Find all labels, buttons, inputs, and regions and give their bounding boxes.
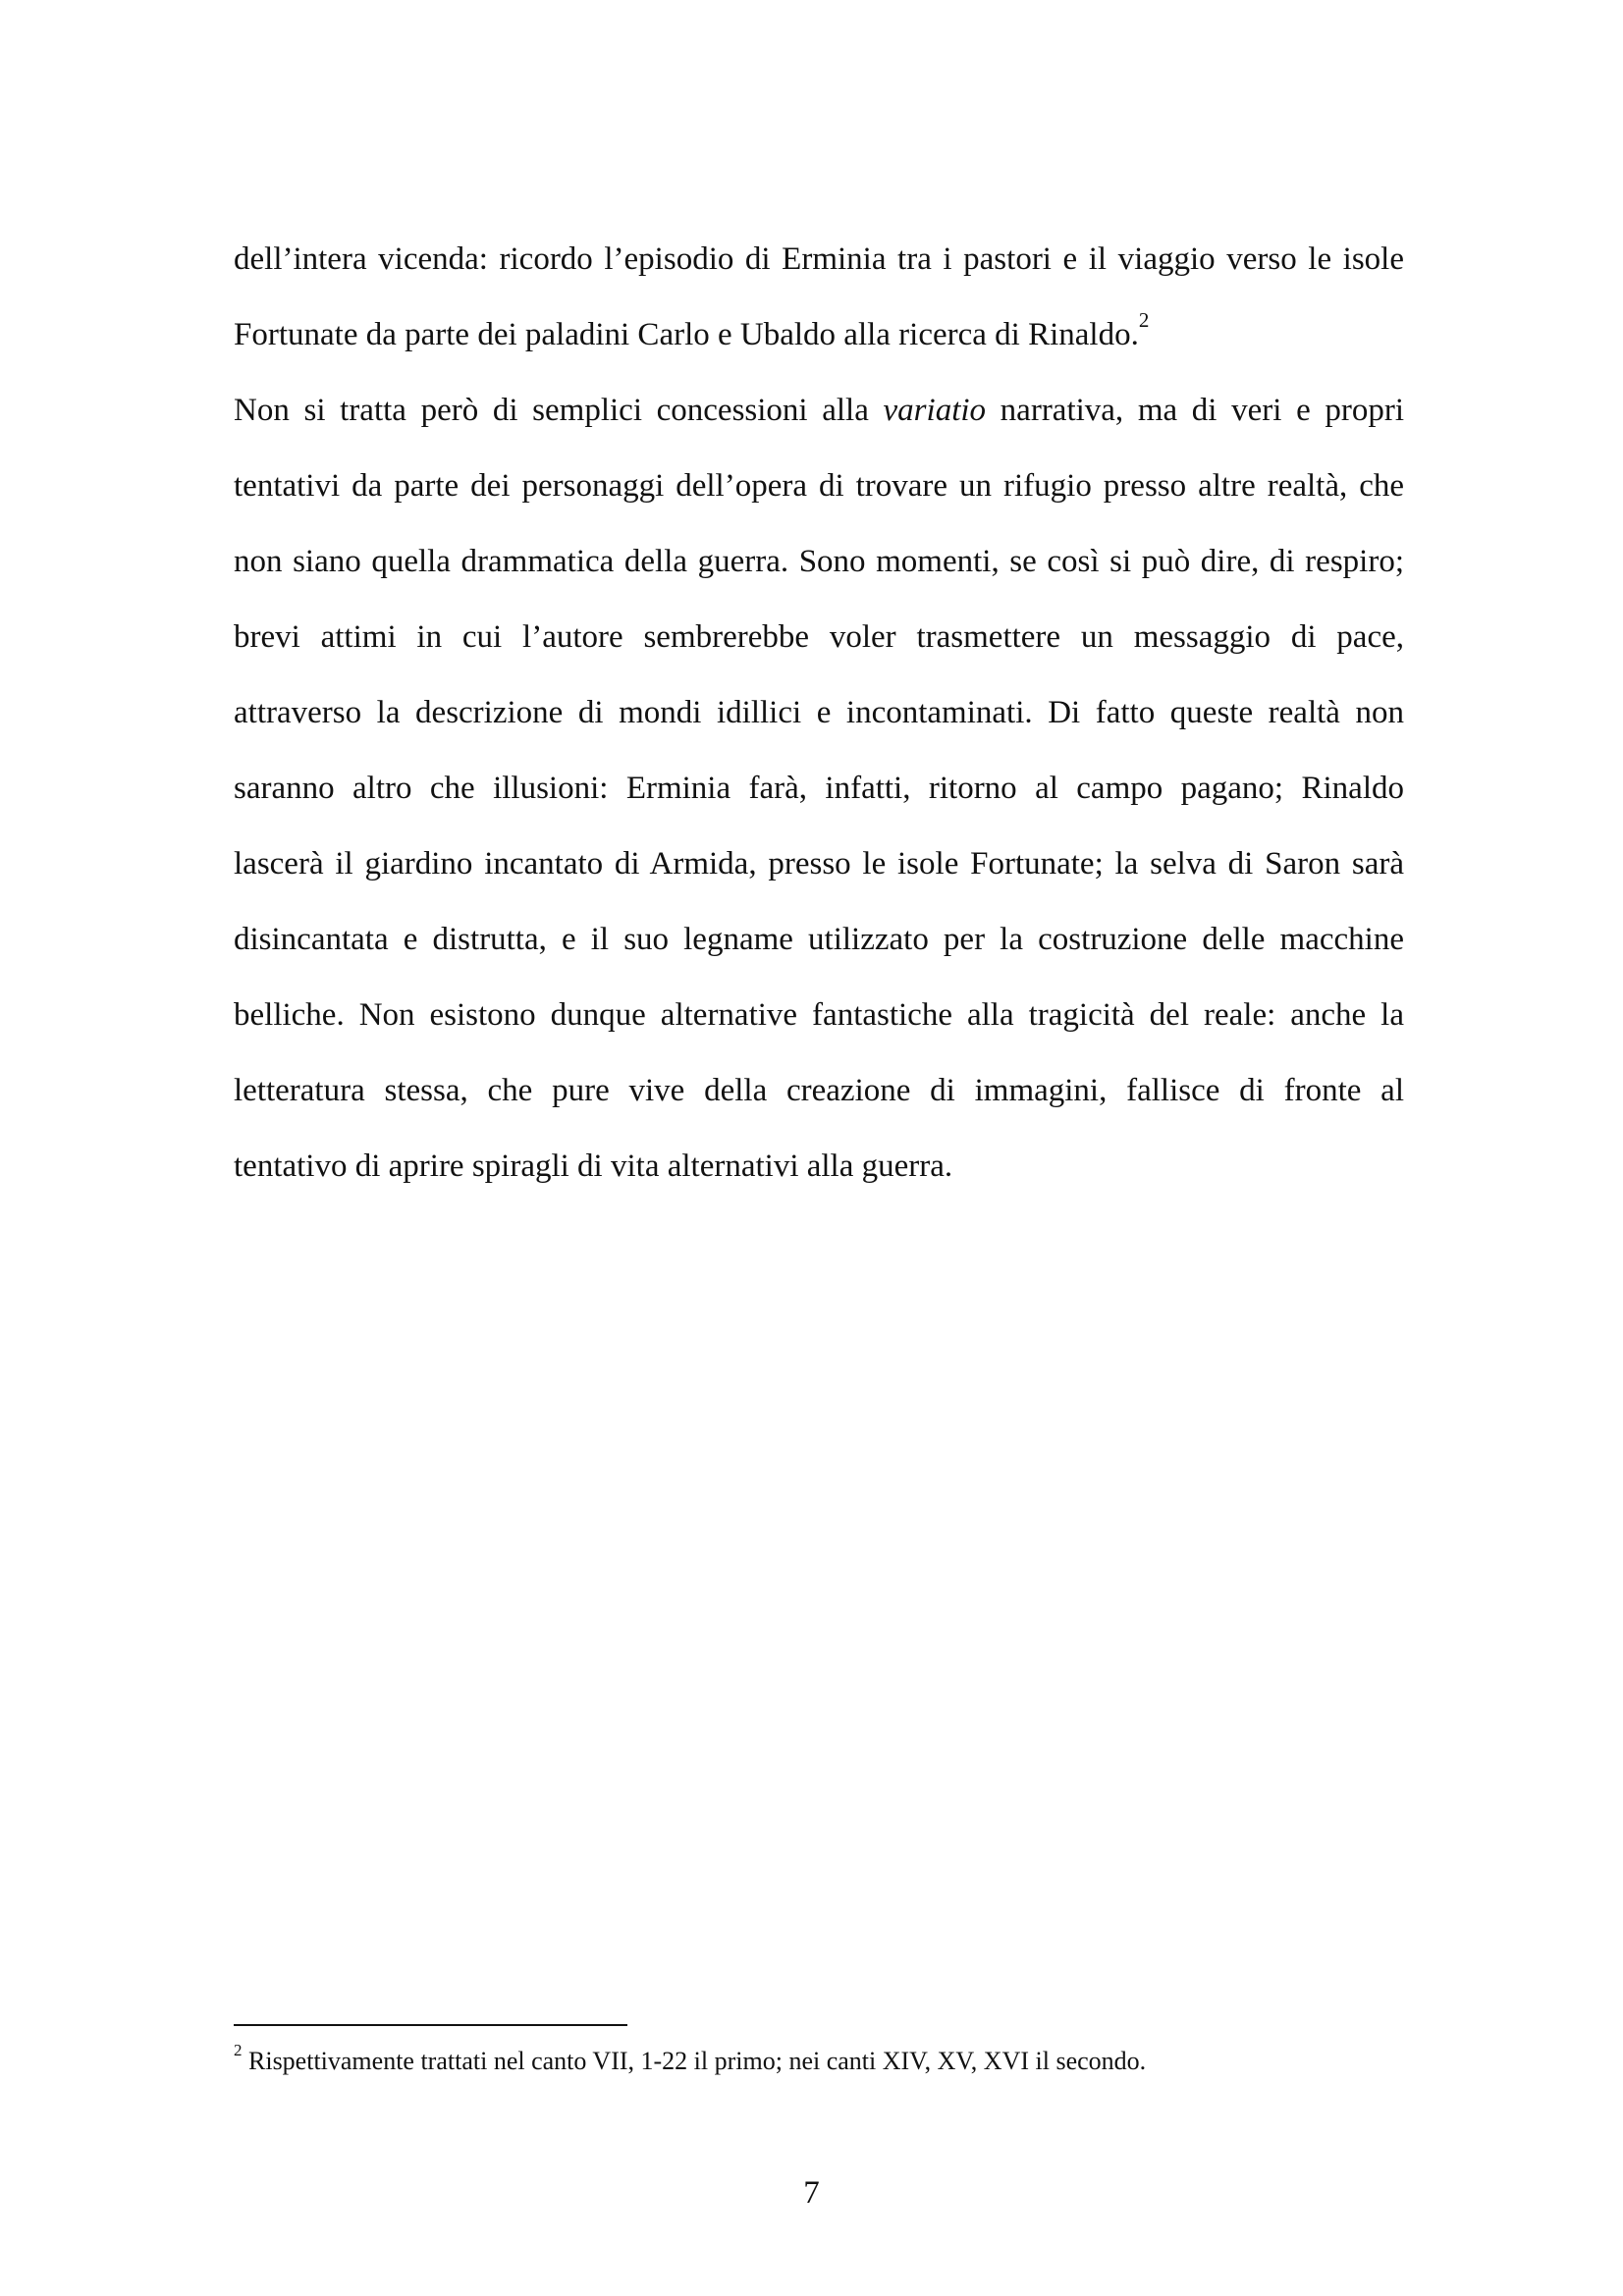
text-line-3-end: narrativa, ma di veri e propri <box>986 393 1405 428</box>
text-line-5: non siano quella drammatica della guerra. Sono momenti, se così si può dire, di respiro; <box>234 544 1404 579</box>
text-line-3 <box>234 373 1404 449</box>
footnote-text: Rispettivamente trattati nel canto VII, 1-22 il primo; nei canti XIV, XV, XVI il secondo. <box>248 2047 1147 2075</box>
text-line-10: disincantata e distrutta, e il suo legname utilizzato per la costruzione delle macchine <box>234 922 1404 957</box>
page-number: 7 <box>803 2175 820 2211</box>
text-line-13: tentativo di aprire spiragli di vita alternativi alla guerra. <box>234 1148 953 1184</box>
text-line-1: dell’intera vicenda: ricordo l’episodio di Erminia tra i pastori e il viaggio verso le isole <box>234 241 1404 277</box>
footnote-marker: 2 <box>234 2041 243 2060</box>
footnote-reference[interactable]: 2 <box>1138 308 1150 332</box>
italic-term-variatio: variatio <box>883 393 987 428</box>
text-line-12: letteratura stessa, che pure vive della creazione di immagini, fallisce di fronte al <box>234 1073 1404 1108</box>
text-line-6: brevi attimi in cui l’autore sembrerebbe voler trasmettere un messaggio di pace, <box>234 619 1404 655</box>
footnote <box>234 2041 1404 2079</box>
text-line-11: belliche. Non esistono dunque alternative fantastiche alla tragicità del reale: anche la <box>234 997 1404 1033</box>
text-line-8: saranno altro che illusioni: Erminia farà, infatti, ritorno al campo pagano; Rinaldo <box>234 771 1404 806</box>
text-line-9: lascerà il giardino incantato di Armida, presso le isole Fortunate; la selva di Saron sarà <box>234 846 1404 881</box>
main-paragraph <box>234 222 1404 1204</box>
text-line-7: attraverso la descrizione di mondi idillici e incontaminati. Di fatto queste realtà non <box>234 695 1404 730</box>
text-line-2-content: Fortunate da parte dei paladini Carlo e Ubaldo alla ricerca di Rinaldo. <box>234 317 1139 352</box>
text-line-4: tentativi da parte dei personaggi dell’opera di trovare un rifugio presso altre realtà, che <box>234 468 1404 504</box>
text-line-3-start: Non si tratta però di semplici concessioni alla <box>234 393 884 428</box>
text-line-2 <box>234 297 1404 373</box>
footnote-separator <box>234 2024 627 2026</box>
